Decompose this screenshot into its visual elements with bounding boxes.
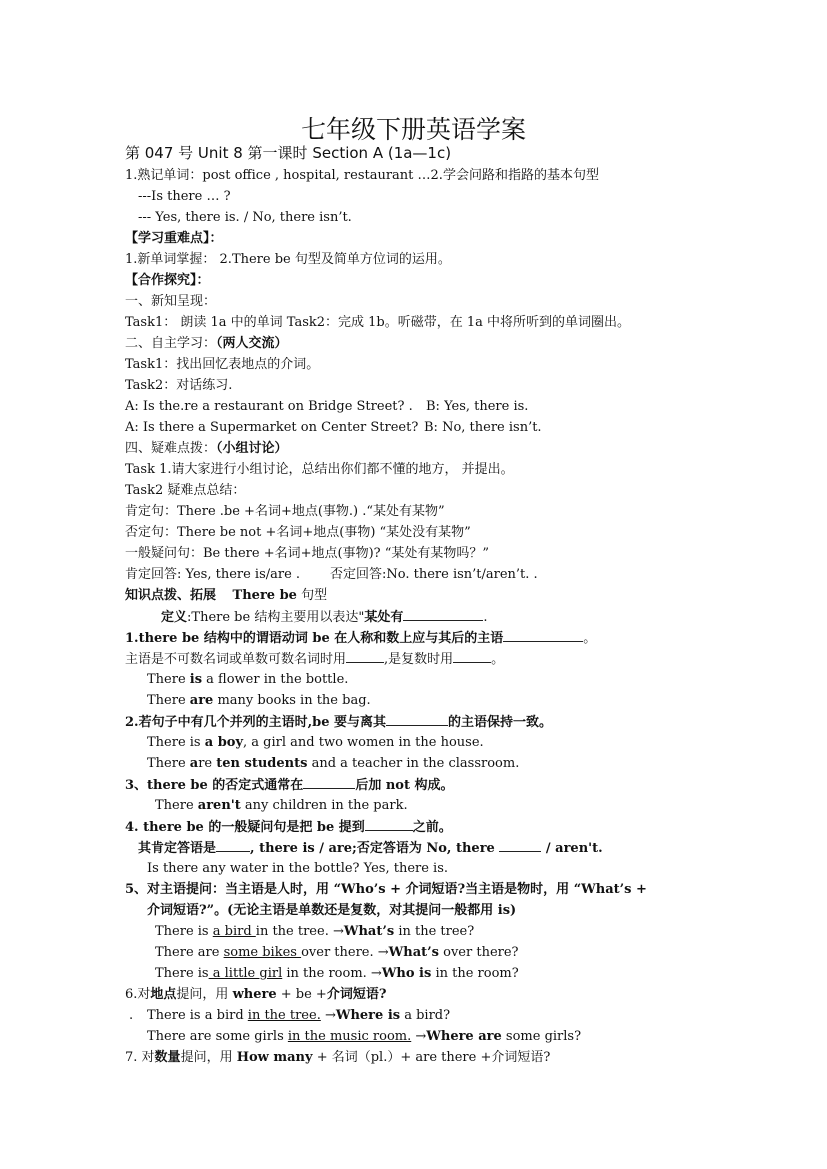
- rule2: [125, 713, 552, 731]
- section1-heading: 一、新知呈现：: [125, 294, 217, 309]
- definition-end: .: [483, 610, 488, 625]
- example-bold: are: [189, 693, 214, 708]
- blank: [386, 713, 448, 726]
- example-text: over there. →: [301, 945, 389, 960]
- example-bold: Where is: [335, 1008, 401, 1023]
- rule3-text: 后加 not 构成。: [355, 778, 454, 793]
- example-bold: aren't: [197, 798, 241, 813]
- section4-title: 四、疑难点拨：: [125, 441, 217, 456]
- lesson-subheading: 第 047 号 Unit 8 第一课时 Section A (1a—1c): [125, 144, 452, 162]
- knowledge-heading: [125, 587, 327, 604]
- rule6: [125, 986, 386, 1003]
- example-text: any children in the park.: [240, 798, 408, 813]
- rule7-text: + 名词（pl.）+ are there +介词短语?: [312, 1050, 551, 1065]
- section2-task1: Task1：找出回忆表地点的介词。: [125, 357, 320, 372]
- rule4-text: 其肯定答语是: [138, 841, 217, 856]
- example-text: in the tree?: [394, 924, 475, 939]
- rule3-text: 3、there be 的否定式通常在: [125, 778, 304, 793]
- question-rule: 一般疑问句：Be there +名词+地点(事物)? “某处有某物吗？”: [125, 546, 490, 561]
- blank: [216, 839, 250, 852]
- example-text: There are some girls: [147, 1029, 288, 1044]
- example-text: There: [147, 693, 190, 708]
- example-line: [147, 1028, 581, 1045]
- example-text: There: [155, 798, 198, 813]
- rule6-text: 6.对: [125, 987, 151, 1002]
- example-text: in the tree. →: [255, 924, 344, 939]
- section1-tasks: Task1： 朗读 1a 中的单词 Task2：完成 1b。听磁带，在 1a 中将所听到的单词圈出。: [125, 315, 631, 330]
- knowledge-title: 知识点拨、拓展: [125, 588, 217, 603]
- example-text: There is: [155, 924, 213, 939]
- rule2-number: 2: [125, 715, 135, 730]
- blank: [346, 650, 384, 663]
- section2-task2: Task2：对话练习.: [125, 378, 233, 393]
- definition-text: :There be 结构主要用以表达": [187, 610, 365, 625]
- example-text: in the room?: [431, 966, 519, 981]
- rule1-end: 。: [583, 631, 597, 646]
- definition-bold: 某处有: [364, 610, 404, 625]
- rule1-detail-a: 主语是不可数名词或单数可数名词时用: [125, 652, 347, 667]
- goal-line: 1.熟记单词：post office , hospital, restaurant …2.学会问路和指路的基本句型: [125, 168, 599, 183]
- example-bold: a: [189, 756, 199, 771]
- example-line: [155, 797, 408, 814]
- example-bold: Where are: [426, 1029, 502, 1044]
- rule4: [125, 818, 452, 836]
- rule6-bold: 介词短语?: [326, 987, 387, 1002]
- section2-title: 二、自主学习：: [125, 336, 217, 351]
- page-title: 七年级下册英语学案: [300, 115, 526, 144]
- example-text: , a girl and two women in the house.: [243, 735, 484, 750]
- rule4-text: / aren't.: [541, 841, 603, 856]
- example-underlined: in the tree.: [247, 1008, 321, 1023]
- cooperation-heading: 【合作探究】：: [125, 273, 210, 288]
- rule1: [125, 629, 596, 647]
- rule1-detail: [125, 650, 504, 668]
- example-line: [147, 734, 484, 751]
- rule6-text: + be +: [276, 987, 327, 1002]
- dialogue1-answer: B: Yes, there is.: [426, 399, 529, 414]
- rule5-line1: 5、对主语提问：当主语是人时，用 “Who’s + 介词短语?当主语是物时，用 “What’s +: [125, 882, 647, 897]
- dialogue2-question: A: Is there a Supermarket on Center Street?: [125, 420, 419, 435]
- goal-answer: --- Yes, there is. / No, there isn’t.: [138, 210, 352, 225]
- blank: [303, 776, 355, 789]
- example-text: over there?: [439, 945, 519, 960]
- key-points-line: 1.新单词掌握： 2.There be 句型及简单方位词的运用。: [125, 252, 451, 267]
- blank: [499, 839, 541, 852]
- rule7-text: 提问，用: [180, 1050, 237, 1065]
- rule7: [125, 1049, 550, 1066]
- example-bold: a boy: [204, 735, 244, 750]
- rule4-text: 4. there be 的一般疑问句是把 be 提到: [125, 820, 365, 835]
- example-line: [147, 671, 348, 688]
- rule1-detail-c: 。: [491, 652, 505, 667]
- rule7-bold: 数量: [154, 1050, 181, 1065]
- stray-dot: .: [129, 1008, 134, 1023]
- rule1-text: 1.there be 结构中的谓语动词 be 在人称和数上应与其后的主语: [125, 631, 504, 646]
- example-text: There are: [155, 945, 224, 960]
- example-text: →: [411, 1029, 427, 1044]
- example-line: [155, 965, 519, 982]
- example-line: [155, 944, 519, 961]
- section4-note: （小组讨论）: [216, 441, 288, 456]
- negative-rule: 否定句：There be not +名词+地点(事物) “某处没有某物”: [125, 525, 471, 540]
- rule4-detail: [138, 839, 603, 857]
- dialogue1-question: A: Is the.re a restaurant on Bridge Street? .: [125, 399, 413, 414]
- section4-task2: Task2 疑难点总结：: [125, 483, 246, 498]
- rule3: [125, 776, 454, 794]
- example-text: There: [147, 756, 190, 771]
- rule7-text: 7. 对: [125, 1050, 155, 1065]
- example-bold: What’s: [388, 945, 439, 960]
- example-text: a bird?: [400, 1008, 451, 1023]
- definition-label: 定义: [161, 610, 188, 625]
- example-bold: ten students: [216, 756, 308, 771]
- section4-task1: Task 1.请大家进行小组讨论，总结出你们都不懂的地方， 并提出。: [125, 462, 514, 477]
- section4-heading: [125, 440, 288, 457]
- rule6-bold: where: [232, 987, 277, 1002]
- example-bold: What’s: [343, 924, 395, 939]
- rule2-text: .若句子中有几个并列的主语时,be 要与离其: [134, 715, 386, 730]
- blank: [403, 608, 483, 621]
- blank: [365, 818, 413, 831]
- example-line: Is there any water in the bottle? Yes, there is.: [147, 861, 449, 876]
- example-text: many books in the bag.: [213, 693, 371, 708]
- example-text: a flower in the bottle.: [202, 672, 349, 687]
- example-text: There is: [155, 966, 209, 981]
- example-text: some girls?: [501, 1029, 582, 1044]
- negative-answer-rule: 否定回答:No. there isn’t/aren’t. .: [330, 567, 538, 582]
- example-text: There: [147, 672, 190, 687]
- example-text: There is: [147, 735, 205, 750]
- affirmative-rule: 肯定句：There .be +名词+地点(事物.) .“某处有某物”: [125, 504, 445, 519]
- blank: [453, 650, 491, 663]
- goal-question: ---Is there … ?: [138, 189, 231, 204]
- example-line: [155, 923, 474, 940]
- example-text: There is a bird: [147, 1008, 248, 1023]
- example-underlined: a little girl: [208, 966, 283, 981]
- rule6-text: 提问，用: [176, 987, 233, 1002]
- knowledge-there-be: There be: [232, 588, 297, 603]
- example-underlined: some bikes: [223, 945, 302, 960]
- rule6-bold: 地点: [150, 987, 177, 1002]
- example-underlined: in the music room.: [287, 1029, 412, 1044]
- example-line: [147, 692, 371, 709]
- example-underlined: a bird: [212, 924, 256, 939]
- example-text: in the room. →: [282, 966, 382, 981]
- rule2-text: 的主语保持一致。: [448, 715, 553, 730]
- dialogue2-answer: B: No, there isn’t.: [424, 420, 542, 435]
- example-text: and a teacher in the classroom.: [307, 756, 520, 771]
- example-line: [147, 755, 519, 772]
- example-text: re: [198, 756, 217, 771]
- example-line: [147, 1007, 450, 1024]
- example-text: →: [320, 1008, 336, 1023]
- key-points-heading: 【学习重难点】：: [125, 231, 223, 246]
- section2-note: （两人交流）: [216, 336, 288, 351]
- example-bold: Who is: [381, 966, 432, 981]
- rule4-text: 之前。: [412, 820, 452, 835]
- rule4-text: , there is / are;否定答语为 No, there: [250, 841, 500, 856]
- knowledge-suffix: 句型: [296, 588, 328, 603]
- positive-answer-rule: 肯定回答: Yes, there is/are .: [125, 567, 301, 582]
- section2-heading: [125, 335, 288, 352]
- rule7-bold: How many: [236, 1050, 313, 1065]
- rule5-line2: 介词短语?”。(无论主语是单数还是复数，对其提问一般都用 is): [147, 903, 517, 918]
- definition-line: [161, 608, 487, 626]
- rule1-detail-b: ,是复数时用: [384, 652, 454, 667]
- example-bold: is: [189, 672, 203, 687]
- blank: [503, 629, 583, 642]
